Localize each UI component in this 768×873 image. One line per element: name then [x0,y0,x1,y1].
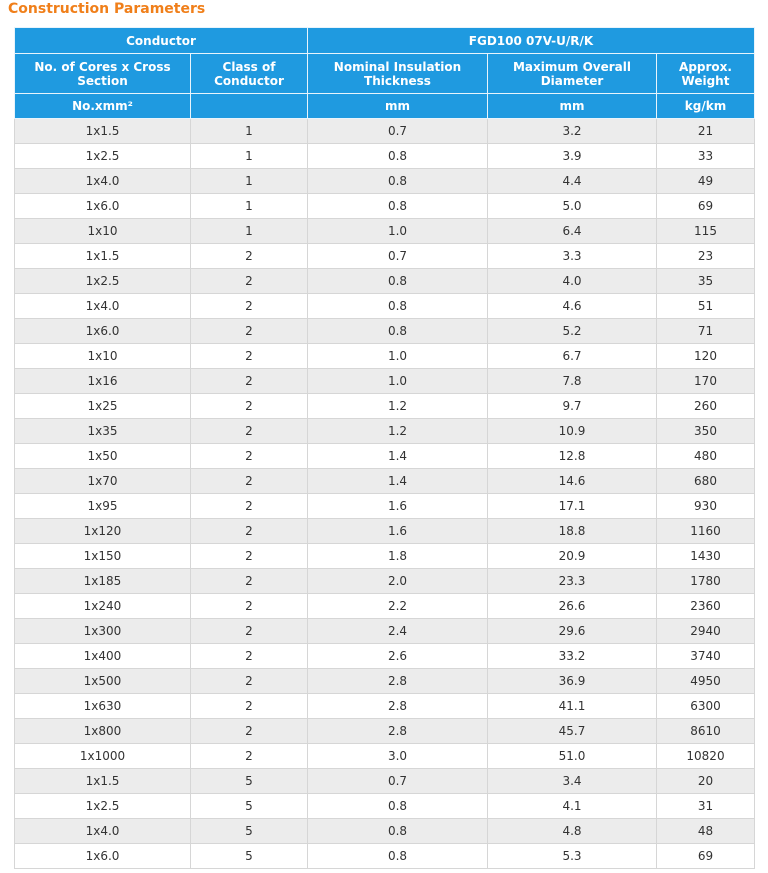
cell-class: 2 [191,619,308,644]
table-row [15,144,755,169]
cell-insulation: 1.2 [308,419,488,444]
cell-diameter: 23.3 [488,569,657,594]
cell-diameter: 6.4 [488,219,657,244]
table-body [15,119,755,869]
column-header-class: Class of Conductor [191,54,308,94]
column-header-cores: No. of Cores x Cross Section [15,54,191,94]
table-row [15,444,755,469]
cell-cores: 1x25 [15,394,191,419]
cell-class: 5 [191,844,308,869]
cell-weight: 21 [657,119,755,144]
cell-cores: 1x800 [15,719,191,744]
cell-weight: 71 [657,319,755,344]
cell-cores: 1x1.5 [15,119,191,144]
cell-insulation: 0.8 [308,294,488,319]
cell-weight: 6300 [657,694,755,719]
cell-class: 2 [191,444,308,469]
cell-diameter: 51.0 [488,744,657,769]
cell-diameter: 5.2 [488,319,657,344]
cell-class: 2 [191,294,308,319]
table-row [15,269,755,294]
cell-weight: 69 [657,844,755,869]
cell-class: 1 [191,169,308,194]
cell-weight: 350 [657,419,755,444]
cell-weight: 4950 [657,669,755,694]
cell-insulation: 0.8 [308,844,488,869]
cell-diameter: 3.9 [488,144,657,169]
cell-insulation: 2.4 [308,619,488,644]
table-row [15,569,755,594]
cell-class: 2 [191,544,308,569]
table-row [15,419,755,444]
cell-weight: 31 [657,794,755,819]
cell-insulation: 0.8 [308,269,488,294]
group-header-cable-type: FGD100 07V-U/R/K [308,28,755,54]
table-row [15,719,755,744]
cell-insulation: 0.8 [308,194,488,219]
table-row [15,294,755,319]
table-row [15,469,755,494]
cell-weight: 69 [657,194,755,219]
table-row [15,819,755,844]
cell-weight: 23 [657,244,755,269]
table-row [15,744,755,769]
cell-class: 2 [191,644,308,669]
cell-weight: 480 [657,444,755,469]
cell-diameter: 4.6 [488,294,657,319]
construction-parameters-table [14,27,755,869]
cell-diameter: 6.7 [488,344,657,369]
cell-weight: 8610 [657,719,755,744]
cell-insulation: 0.8 [308,169,488,194]
cell-cores: 1x300 [15,619,191,644]
cell-cores: 1x500 [15,669,191,694]
cell-class: 1 [191,119,308,144]
table-row [15,394,755,419]
cell-cores: 1x185 [15,569,191,594]
cell-weight: 2360 [657,594,755,619]
cell-weight: 49 [657,169,755,194]
cell-cores: 1x150 [15,544,191,569]
cell-diameter: 4.0 [488,269,657,294]
page-title: Construction Parameters [8,1,206,17]
cell-insulation: 2.8 [308,694,488,719]
cell-cores: 1x240 [15,594,191,619]
cell-cores: 1x16 [15,369,191,394]
cell-diameter: 5.0 [488,194,657,219]
unit-cores: No.xmm² [15,94,191,119]
cell-cores: 1x2.5 [15,144,191,169]
cell-class: 2 [191,744,308,769]
cell-diameter: 20.9 [488,544,657,569]
table-row [15,494,755,519]
cell-insulation: 1.0 [308,219,488,244]
cell-weight: 51 [657,294,755,319]
cell-insulation: 2.8 [308,669,488,694]
unit-insulation: mm [308,94,488,119]
cell-insulation: 0.8 [308,144,488,169]
cell-insulation: 2.2 [308,594,488,619]
cell-cores: 1x10 [15,219,191,244]
cell-diameter: 5.3 [488,844,657,869]
cell-insulation: 1.4 [308,469,488,494]
cell-diameter: 41.1 [488,694,657,719]
cell-diameter: 33.2 [488,644,657,669]
cell-weight: 1160 [657,519,755,544]
cell-class: 5 [191,819,308,844]
cell-cores: 1x4.0 [15,169,191,194]
cell-class: 2 [191,394,308,419]
cell-diameter: 9.7 [488,394,657,419]
table-row [15,119,755,144]
cell-cores: 1x1.5 [15,244,191,269]
cell-cores: 1x35 [15,419,191,444]
cell-insulation: 0.7 [308,244,488,269]
cell-class: 2 [191,694,308,719]
cell-weight: 20 [657,769,755,794]
cell-cores: 1x1000 [15,744,191,769]
cell-diameter: 4.8 [488,819,657,844]
cell-weight: 10820 [657,744,755,769]
cell-weight: 48 [657,819,755,844]
table-row [15,319,755,344]
cell-diameter: 45.7 [488,719,657,744]
cell-insulation: 0.7 [308,119,488,144]
unit-weight: kg/km [657,94,755,119]
cell-class: 2 [191,569,308,594]
cell-insulation: 1.0 [308,369,488,394]
cell-class: 2 [191,469,308,494]
cell-insulation: 0.8 [308,794,488,819]
cell-class: 1 [191,219,308,244]
cell-cores: 1x4.0 [15,294,191,319]
cell-diameter: 7.8 [488,369,657,394]
table-row [15,169,755,194]
cell-cores: 1x95 [15,494,191,519]
cell-diameter: 3.4 [488,769,657,794]
table-row [15,669,755,694]
table-row [15,769,755,794]
table-row [15,844,755,869]
cell-cores: 1x6.0 [15,319,191,344]
cell-class: 2 [191,494,308,519]
cell-diameter: 36.9 [488,669,657,694]
cell-class: 2 [191,519,308,544]
cell-cores: 1x120 [15,519,191,544]
cell-insulation: 1.6 [308,494,488,519]
table-row [15,194,755,219]
cell-insulation: 0.7 [308,769,488,794]
cell-diameter: 3.2 [488,119,657,144]
cell-insulation: 1.6 [308,519,488,544]
cell-weight: 3740 [657,644,755,669]
cell-weight: 680 [657,469,755,494]
cell-diameter: 18.8 [488,519,657,544]
cell-insulation: 1.2 [308,394,488,419]
column-header-weight: Approx. Weight [657,54,755,94]
cell-weight: 1430 [657,544,755,569]
table-row [15,619,755,644]
cell-insulation: 2.6 [308,644,488,669]
table-row [15,344,755,369]
cell-diameter: 17.1 [488,494,657,519]
cell-cores: 1x400 [15,644,191,669]
cell-cores: 1x2.5 [15,794,191,819]
cell-insulation: 1.0 [308,344,488,369]
table-row [15,244,755,269]
cell-class: 2 [191,594,308,619]
cell-diameter: 10.9 [488,419,657,444]
cell-class: 1 [191,144,308,169]
cell-cores: 1x50 [15,444,191,469]
cell-insulation: 2.0 [308,569,488,594]
cell-diameter: 4.1 [488,794,657,819]
cell-insulation: 0.8 [308,819,488,844]
cell-weight: 930 [657,494,755,519]
cell-insulation: 0.8 [308,319,488,344]
table-row [15,369,755,394]
cell-cores: 1x70 [15,469,191,494]
cell-cores: 1x2.5 [15,269,191,294]
cell-cores: 1x6.0 [15,844,191,869]
cell-class: 1 [191,194,308,219]
cell-cores: 1x4.0 [15,819,191,844]
unit-diameter: mm [488,94,657,119]
cell-diameter: 12.8 [488,444,657,469]
cell-class: 5 [191,794,308,819]
cell-weight: 170 [657,369,755,394]
cell-class: 2 [191,319,308,344]
cell-diameter: 14.6 [488,469,657,494]
cell-class: 5 [191,769,308,794]
table-row [15,594,755,619]
cell-weight: 260 [657,394,755,419]
group-header-conductor: Conductor [15,28,308,54]
cell-weight: 33 [657,144,755,169]
cell-insulation: 2.8 [308,719,488,744]
table-row [15,519,755,544]
cell-weight: 2940 [657,619,755,644]
table-row [15,794,755,819]
column-header-insulation: Nominal Insulation Thickness [308,54,488,94]
cell-class: 2 [191,369,308,394]
cell-insulation: 1.4 [308,444,488,469]
column-header-diameter: Maximum Overall Diameter [488,54,657,94]
cell-insulation: 3.0 [308,744,488,769]
cell-diameter: 26.6 [488,594,657,619]
cell-class: 2 [191,244,308,269]
cell-diameter: 29.6 [488,619,657,644]
cell-weight: 115 [657,219,755,244]
cell-diameter: 4.4 [488,169,657,194]
cell-weight: 120 [657,344,755,369]
cell-cores: 1x6.0 [15,194,191,219]
unit-class [191,94,308,119]
cell-weight: 1780 [657,569,755,594]
cell-diameter: 3.3 [488,244,657,269]
table-row [15,644,755,669]
cell-class: 2 [191,269,308,294]
cell-cores: 1x1.5 [15,769,191,794]
cell-insulation: 1.8 [308,544,488,569]
cell-class: 2 [191,419,308,444]
cell-class: 2 [191,344,308,369]
cell-class: 2 [191,669,308,694]
cell-cores: 1x630 [15,694,191,719]
table-row [15,694,755,719]
cell-class: 2 [191,719,308,744]
table-row [15,219,755,244]
table-row [15,544,755,569]
cell-weight: 35 [657,269,755,294]
cell-cores: 1x10 [15,344,191,369]
